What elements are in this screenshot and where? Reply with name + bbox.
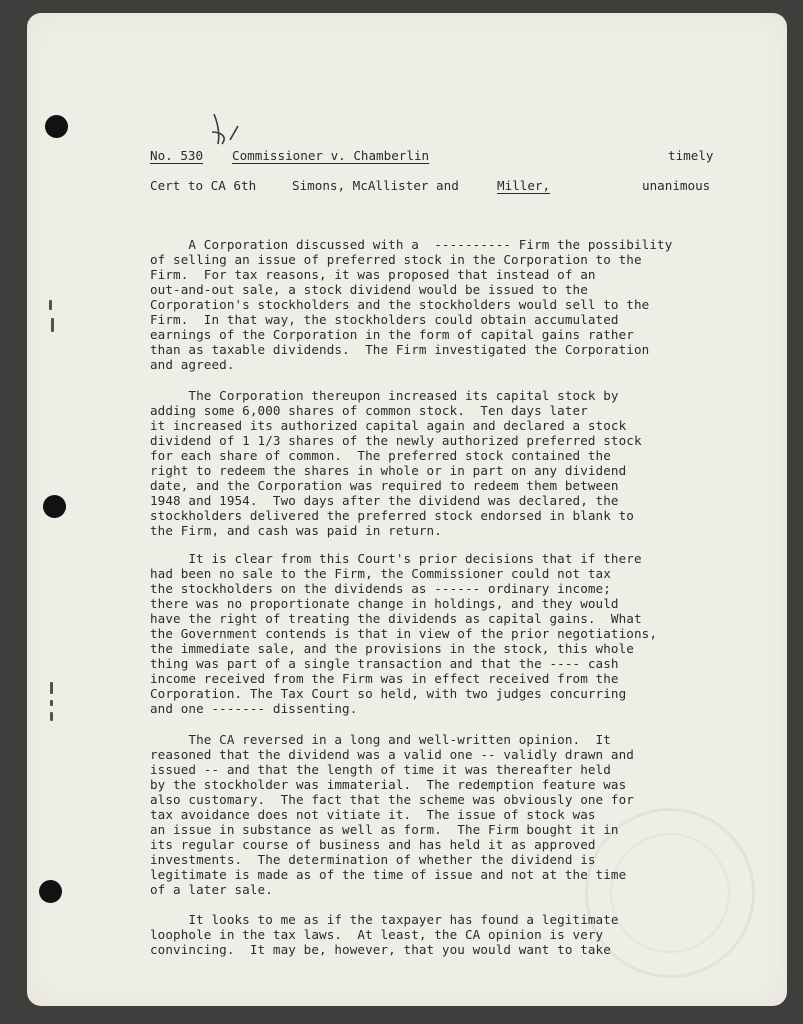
edge-mark (50, 712, 53, 721)
edge-mark (51, 318, 54, 332)
binder-hole-middle (43, 495, 66, 518)
timeliness-note: timely (668, 148, 714, 163)
paragraph-1: A Corporation discussed with a ---------- Firm the possibility of selling an issue of preferred stock in the Corporation to the Firm. For tax reasons, it was proposed that instead of an out-and-out sale, a stock dividend would be issued to the Corporation's stockholders and the stockholders would sell to the Firm. In that way, the stockholders could obtain accumulated earnings of the Corporation in the form of capital gains rather than as taxable dividends. The Firm investigated the Corporation and agreed. (150, 237, 673, 372)
edge-mark (50, 700, 53, 706)
paragraph-5: It looks to me as if the taxpayer has found a legitimate loophole in the tax laws. At least, the CA opinion is very convincing. It may be, however, that you would want to take (150, 912, 619, 957)
panel-judges: Simons, McAllister and (292, 178, 459, 193)
paragraph-2: The Corporation thereupon increased its capital stock by adding some 6,000 shares of common stock. Ten days later it increased its authorized capital again and declared a stock dividend of 1 1/3 shares of the newly authorized preferred stock for each share of common. The preferred stock contained the right to redeem the shares in whole or in part on any dividend date, and the Corporation was required to redeem them between 1948 and 1954. Two days after the dividend was declared, the stockholders delivered the preferred stock endorsed in blank to the Firm, and cash was paid in return. (150, 388, 642, 538)
binder-hole-bottom (39, 880, 62, 903)
vote-note: unanimous (642, 178, 711, 193)
edge-mark (49, 300, 52, 310)
edge-mark (50, 682, 53, 694)
binder-hole-top (45, 115, 68, 138)
cert-label: Cert to CA 6th (150, 178, 257, 193)
paragraph-3: It is clear from this Court's prior decisions that if there had been no sale to the Firm, the Commissioner could not tax the stockholders on the dividends as ------ ordinary income; there was no proportionate change in holdings, and they would have the right of treating the dividends as capital gains. What the Government contends is that in view of the prior negotiations, the immediate sale, and the provisions in the stock, this whole thing was part of a single transaction and that the ---- cash income received from the Firm was in effect received from the Corporation. The Tax Court so held, with two judges concurring and one ------- dissenting. (150, 551, 658, 716)
paragraph-4: The CA reversed in a long and well-written opinion. It reasoned that the dividend was a valid one -- validly drawn and issued -- and that the length of time it was thereafter held by the stockholder was immaterial. The redemption feature was also customary. The fact that the scheme was obviously one for tax avoidance does not vitiate it. The issue of stock was an issue in substance as well as form. The Firm bought it in its regular course of business and has held it as approved investments. The determination of whether the dividend is legitimate is made as of the time of issue and not at the time of a later sale. (150, 732, 634, 897)
case-number: No. 530 (150, 148, 204, 163)
panel-judge-underlined: Miller, (497, 178, 551, 193)
case-title: Commissioner v. Chamberlin (232, 148, 430, 163)
